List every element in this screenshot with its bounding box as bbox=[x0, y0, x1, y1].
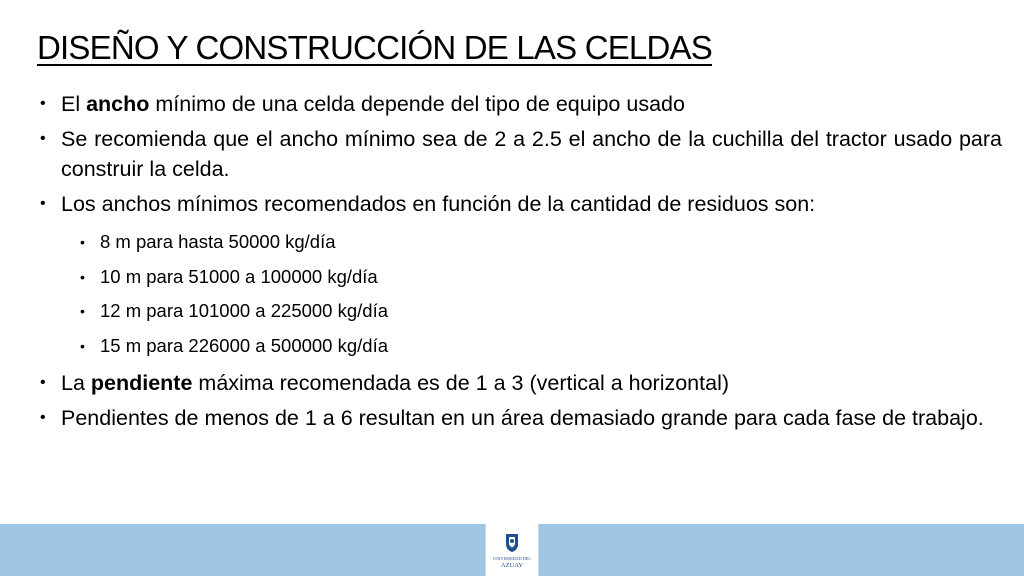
sub-bullet-dot-icon: • bbox=[80, 234, 85, 250]
logo-crest-dot bbox=[510, 539, 514, 543]
university-logo-icon bbox=[486, 524, 538, 576]
bullet-dot-icon: • bbox=[40, 195, 46, 212]
bullet-text: Los anchos mínimos recomendados en función de la cantidad de residuos son: bbox=[61, 192, 816, 216]
sub-bullet-list bbox=[61, 225, 1002, 363]
bullet-item bbox=[40, 89, 1002, 119]
bullet-dot-icon: • bbox=[40, 374, 46, 391]
bullet-item bbox=[40, 124, 1002, 184]
slide-body bbox=[40, 89, 1002, 438]
sub-bullet-text: 8 m para hasta 50000 kg/día bbox=[100, 231, 336, 252]
logo-text-bottom: AZUAY bbox=[500, 562, 524, 569]
bullet-item bbox=[40, 189, 1002, 363]
sub-bullet-dot-icon: • bbox=[80, 303, 85, 319]
bullet-list bbox=[40, 89, 1002, 433]
sub-bullet-item bbox=[80, 260, 1002, 295]
bullet-bold-term: ancho bbox=[86, 92, 150, 116]
slide-title: DISEÑO Y CONSTRUCCIÓN DE LAS CELDAS bbox=[37, 29, 712, 66]
bullet-text: Se recomienda que el ancho mínimo sea de 2 a 2.5 el ancho de la cuchilla del tractor usado para construir la celda. bbox=[61, 127, 1002, 181]
bullet-text-after: mínimo de una celda depende del tipo de equipo usado bbox=[149, 92, 685, 116]
logo-text-top: UNIVERSIDAD DEL bbox=[493, 556, 531, 561]
sub-bullet-text: 12 m para 101000 a 225000 kg/día bbox=[100, 300, 389, 321]
sub-bullet-text: 15 m para 226000 a 500000 kg/día bbox=[100, 334, 389, 356]
sub-bullet-dot-icon: • bbox=[80, 268, 85, 285]
sub-bullet-dot-icon: • bbox=[80, 337, 85, 354]
bullet-text: Pendientes de menos de 1 a 6 resultan en un área demasiado grande para cada fase de trabajo. bbox=[61, 406, 984, 430]
sub-bullet-text: 10 m para 51000 a 100000 kg/día bbox=[100, 265, 378, 287]
bullet-dot-icon: • bbox=[40, 130, 46, 147]
bullet-item bbox=[40, 368, 1002, 398]
bullet-item bbox=[40, 403, 1002, 433]
sub-bullet-item bbox=[80, 329, 1002, 364]
bullet-dot-icon: • bbox=[40, 95, 46, 112]
bullet-text-before: El bbox=[61, 92, 87, 116]
bullet-bold-term: pendiente bbox=[90, 371, 193, 395]
sub-bullet-item bbox=[80, 294, 1002, 329]
bullet-dot-icon: • bbox=[40, 409, 46, 426]
sub-bullet-item bbox=[80, 225, 1002, 260]
bullet-text-after: máxima recomendada es de 1 a 3 (vertical a horizontal) bbox=[192, 371, 730, 395]
university-logo bbox=[485, 524, 539, 576]
bullet-text-before: La bbox=[61, 371, 91, 395]
